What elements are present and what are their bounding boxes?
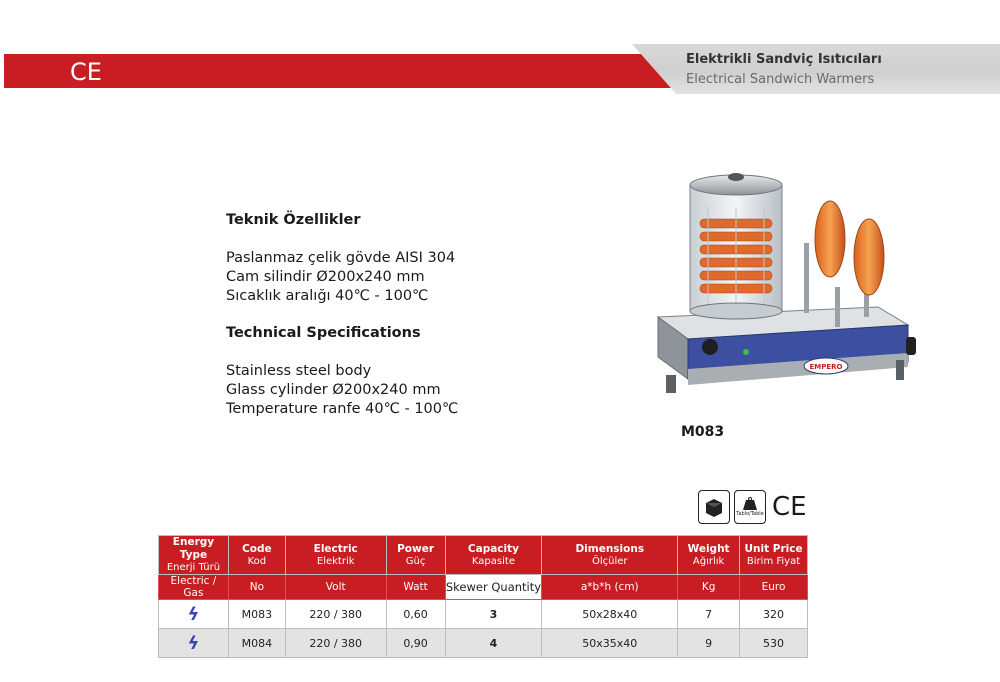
price-table (158, 535, 808, 658)
code-cell: M083 (228, 600, 285, 629)
ce-mark-icon: CE (772, 492, 807, 522)
specs-en-line: Stainless steel body (226, 363, 372, 379)
col-header: Code Kod (228, 536, 285, 575)
header-red-band (4, 54, 694, 88)
col-header: Weight Ağırlık (678, 536, 740, 575)
unit-cell: Skewer Quantity (445, 575, 542, 600)
specs-en-line: Glass cylinder Ø200x240 mm (226, 382, 441, 398)
weight-icon (734, 490, 766, 524)
col-header: Energy Type Enerji Türü (159, 536, 229, 575)
price-cell: 320 (740, 600, 808, 629)
col-header: Unit Price Birim Fiyat (740, 536, 808, 575)
capacity-cell: 4 (445, 629, 542, 658)
product-image (648, 157, 918, 419)
volt-cell: 220 / 380 (285, 600, 386, 629)
unit-cell: Watt (386, 575, 445, 600)
power-cell: 0,90 (386, 629, 445, 658)
capacity-cell: 3 (445, 600, 542, 629)
brand-label: EMPERO (809, 363, 843, 371)
price-cell: 530 (740, 629, 808, 658)
col-header: Electric Elektrik (285, 536, 386, 575)
specs-tr-heading: Teknik Özellikler (226, 212, 361, 228)
weight-icon-label: Tablo/Table (736, 511, 764, 517)
col-header: Capacity Kapasite (445, 536, 542, 575)
table-row (159, 600, 808, 629)
specs-en-line: Temperature ranfe 40℃ - 100℃ (226, 401, 459, 417)
specs-tr-line: Paslanmaz çelik gövde AISI 304 (226, 250, 456, 266)
page-title-tr: Elektrikli Sandviç Isıtıcıları (686, 52, 882, 67)
table-row (159, 629, 808, 658)
col-header: Power Güç (386, 536, 445, 575)
electric-bolt-icon: ϟ (187, 632, 200, 654)
dims-cell: 50x28x40 (542, 600, 678, 629)
package-icon (698, 490, 730, 524)
unit-cell: No (228, 575, 285, 600)
model-label: M083 (681, 424, 725, 440)
code-cell: M084 (228, 629, 285, 658)
unit-cell: a*b*h (cm) (542, 575, 678, 600)
ce-logo-header: CE (70, 58, 102, 86)
specs-tr-line: Sıcaklık aralığı 40℃ - 100℃ (226, 288, 429, 304)
volt-cell: 220 / 380 (285, 629, 386, 658)
electric-bolt-icon: ϟ (187, 603, 200, 625)
dims-cell: 50x35x40 (542, 629, 678, 658)
weight-cell: 9 (678, 629, 740, 658)
table-units-row (159, 575, 808, 600)
unit-cell: Kg (678, 575, 740, 600)
certification-icons (698, 490, 807, 524)
col-header: Dimensions Ölçüler (542, 536, 678, 575)
weight-cell: 7 (678, 600, 740, 629)
table-header-row (159, 536, 808, 575)
specs-en-heading: Technical Specifications (226, 325, 421, 341)
unit-cell: Electric / Gas (159, 575, 229, 600)
specs-tr-line: Cam silindir Ø200x240 mm (226, 269, 425, 285)
power-cell: 0,60 (386, 600, 445, 629)
unit-cell: Volt (285, 575, 386, 600)
page-title-en: Electrical Sandwich Warmers (686, 72, 875, 87)
unit-cell: Euro (740, 575, 808, 600)
